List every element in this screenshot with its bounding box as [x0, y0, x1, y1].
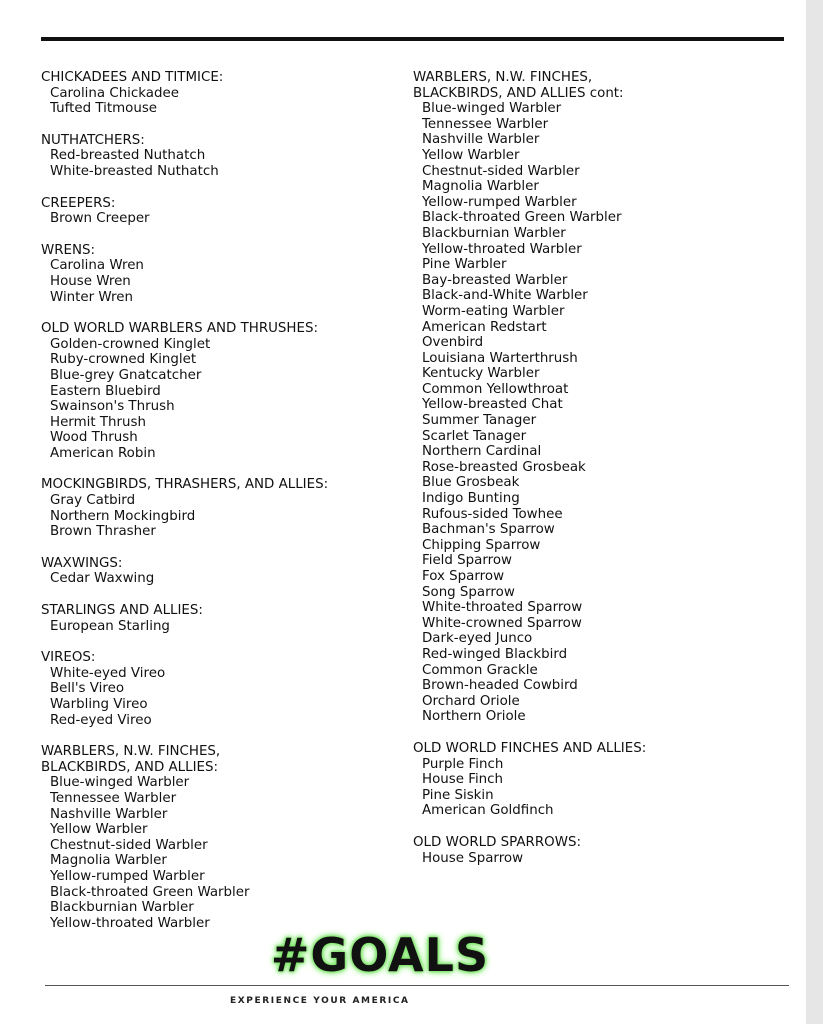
top-rule [41, 37, 784, 41]
species-item: Blue-winged Warbler [50, 775, 190, 791]
species-item: American Robin [50, 445, 156, 461]
species-item: Ovenbird [422, 335, 484, 351]
section-heading: WARBLERS, N.W. FINCHES, [413, 70, 593, 85]
species-item: Blackburnian Warbler [50, 900, 194, 916]
section-heading: OLD WORLD WARBLERS AND THRUSHES: [41, 321, 318, 337]
species-item: American Redstart [422, 319, 547, 335]
checklist-section [413, 70, 783, 725]
species-item: Blue-grey Gnatcatcher [50, 367, 202, 383]
species-item: Red-winged Blackbird [422, 646, 568, 662]
section-heading: CHICKADEES AND TITMICE: [41, 70, 224, 85]
species-item: Bachman's Sparrow [422, 522, 555, 538]
species-item: White-throated Sparrow [422, 600, 583, 616]
species-item: Scarlet Tanager [422, 428, 527, 444]
checklist-section [41, 133, 391, 180]
species-list [41, 571, 391, 587]
species-item: Dark-eyed Junco [422, 631, 533, 647]
section-heading: WARBLERS, N.W. FINCHES, [41, 744, 221, 760]
section-heading: NUTHATCHERS: [41, 132, 145, 148]
species-list [41, 337, 391, 462]
checklist-section [41, 321, 391, 461]
species-item: Golden-crowned Kinglet [50, 336, 211, 352]
species-list [413, 101, 783, 725]
section-heading: WRENS: [41, 242, 96, 258]
species-item: American Goldfinch [422, 803, 554, 819]
species-item: Chipping Sparrow [422, 537, 541, 553]
species-item: Chestnut-sided Warbler [50, 837, 208, 853]
species-item: Carolina Wren [50, 258, 144, 274]
checklist-section [41, 650, 391, 728]
species-item: Rufous-sided Towhee [422, 506, 563, 522]
species-item: Yellow-throated Warbler [422, 241, 582, 257]
checklist-section [41, 744, 391, 931]
species-item: Field Sparrow [422, 553, 512, 569]
species-list [41, 148, 391, 179]
species-item: Yellow Warbler [422, 147, 520, 163]
species-item: House Sparrow [422, 850, 524, 866]
section-heading: STARLINGS AND ALLIES: [41, 603, 203, 619]
section-heading-line2: BLACKBIRDS, AND ALLIES cont: [413, 85, 624, 101]
species-item: European Starling [50, 618, 170, 634]
species-item: Rose-breasted Grosbeak [422, 459, 586, 475]
species-item: Louisiana Warterthrush [422, 350, 578, 366]
species-item: Black-throated Green Warbler [422, 210, 622, 226]
species-item: Wood Thrush [50, 430, 138, 446]
species-item: White-eyed Vireo [50, 665, 166, 681]
species-item: Yellow-breasted Chat [422, 397, 563, 413]
left-column [41, 70, 391, 947]
species-list [41, 211, 391, 227]
species-item: Nashville Warbler [50, 806, 168, 822]
species-item: Black-throated Green Warbler [50, 884, 250, 900]
species-item: Pine Siskin [422, 787, 494, 803]
species-item: Northern Oriole [422, 709, 526, 725]
section-heading-line2: BLACKBIRDS, AND ALLIES: [41, 759, 219, 775]
species-item: Brown-headed Cowbird [422, 678, 578, 694]
species-item: Chestnut-sided Warbler [422, 163, 580, 179]
species-item: Black-and-White Warbler [422, 288, 588, 304]
checklist-section [41, 70, 391, 117]
species-item: Carolina Chickadee [50, 85, 179, 101]
species-list [41, 86, 391, 117]
species-item: Warbling Vireo [50, 697, 148, 712]
tagline: EXPERIENCE YOUR AMERICA [230, 996, 410, 1006]
section-heading: OLD WORLD FINCHES AND ALLIES: [413, 740, 647, 756]
species-item: Brown Thrasher [50, 524, 156, 540]
species-item: Magnolia Warbler [50, 853, 167, 869]
section-heading: WAXWINGS: [41, 555, 123, 571]
species-item: Blackburnian Warbler [422, 225, 566, 241]
species-item: Indigo Bunting [422, 491, 520, 507]
species-item: Summer Tanager [422, 413, 537, 429]
species-list [413, 757, 783, 819]
species-item: Bell's Vireo [50, 681, 125, 697]
species-list [41, 619, 391, 635]
species-item: Blue-winged Warbler [422, 101, 562, 117]
species-item: Brown Creeper [50, 211, 150, 227]
section-heading: OLD WORLD SPARROWS: [413, 834, 581, 850]
species-item: White-breasted Nuthatch [50, 163, 219, 179]
species-item: Magnolia Warbler [422, 179, 539, 195]
checklist-section [41, 556, 391, 587]
species-item: Yellow-rumped Warbler [422, 194, 577, 210]
species-item: Fox Sparrow [422, 569, 505, 584]
goals-badge-text: #GOALS [270, 928, 490, 982]
species-item: Yellow-throated Warbler [50, 915, 210, 931]
species-list [41, 666, 391, 728]
species-item: Cedar Waxwing [50, 571, 155, 587]
species-item: Winter Wren [50, 289, 133, 305]
species-item: Kentucky Warbler [422, 366, 540, 382]
species-item: White-crowned Sparrow [422, 615, 582, 631]
checklist-section [41, 196, 391, 227]
section-heading: VIREOS: [41, 650, 96, 666]
species-list [41, 493, 391, 540]
species-item: Ruby-crowned Kinglet [50, 352, 197, 368]
checklist-section [41, 603, 391, 634]
species-item: Common Grackle [422, 662, 538, 678]
species-item: Hermit Thrush [50, 414, 146, 430]
checklist-section [41, 477, 391, 539]
species-item: Gray Catbird [50, 493, 136, 509]
species-item: House Finch [422, 772, 504, 788]
scroll-gutter [806, 0, 823, 1024]
section-heading: MOCKINGBIRDS, THRASHERS, AND ALLIES: [41, 477, 329, 493]
species-item: Orchard Oriole [422, 693, 520, 709]
species-item: Red-eyed Vireo [50, 712, 152, 728]
species-item: Tennessee Warbler [422, 116, 549, 132]
species-item: Purple Finch [422, 756, 504, 772]
species-item: Tufted Titmouse [50, 101, 158, 117]
goals-badge [270, 927, 490, 983]
checklist-section [41, 243, 391, 305]
species-list [41, 775, 391, 931]
section-heading: CREEPERS: [41, 195, 116, 211]
species-item: Common Yellowthroat [422, 381, 569, 397]
bottom-rule [45, 985, 789, 986]
species-item: Yellow Warbler [50, 822, 148, 838]
species-item: Nashville Warbler [422, 132, 540, 148]
species-item: Northern Cardinal [422, 444, 542, 460]
checklist-section [413, 741, 783, 819]
species-item: Eastern Bluebird [50, 383, 161, 399]
species-item: Swainson's Thrush [50, 399, 175, 415]
species-item: Song Sparrow [422, 584, 515, 600]
species-item: Bay-breasted Warbler [422, 272, 568, 288]
species-item: Pine Warbler [422, 257, 507, 273]
species-list [413, 851, 783, 867]
species-item: House Wren [50, 273, 131, 289]
species-list [41, 258, 391, 305]
species-item: Northern Mockingbird [50, 508, 196, 524]
species-item: Red-breasted Nuthatch [50, 148, 206, 164]
species-item: Tennessee Warbler [50, 790, 177, 806]
species-item: Blue Grosbeak [422, 475, 520, 491]
checklist-section [413, 835, 783, 866]
right-column [413, 70, 783, 882]
species-item: Yellow-rumped Warbler [50, 868, 205, 884]
species-item: Worm-eating Warbler [422, 303, 565, 319]
